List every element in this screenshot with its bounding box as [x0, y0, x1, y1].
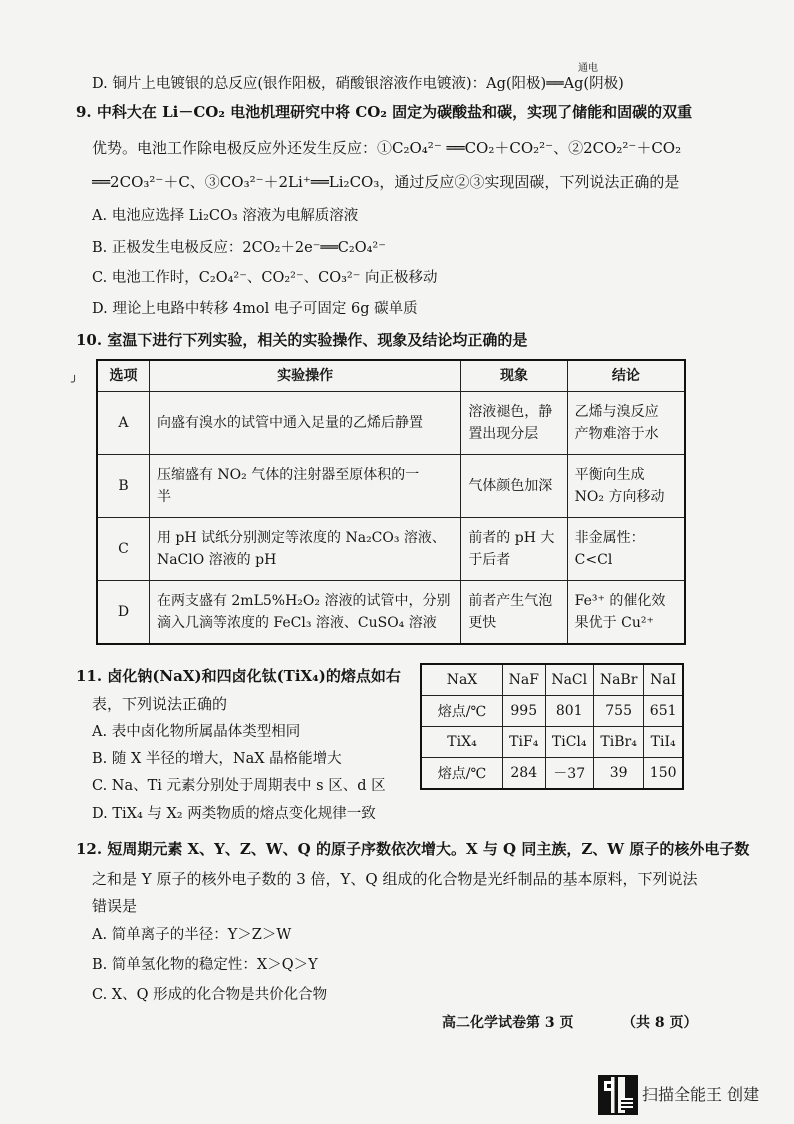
- q11-option-d: D. TiX₄ 与 X₂ 两类物质的熔点变化规律一致: [92, 806, 376, 822]
- ticl4-melting-point: －37: [545, 758, 593, 790]
- q9-stem-line1: 9. 中科大在 Li－CO₂ 电池机理研究中将 CO₂ 固定为碳酸盐和碳，实现了储能和固碳的双重: [76, 103, 693, 121]
- row-a-conclusion: 乙烯与溴反应 产物难溶于水: [567, 392, 685, 455]
- header-phenomenon: 现象: [461, 360, 567, 392]
- tii4-cell: TiI₄: [644, 727, 683, 758]
- row-a-option: A: [97, 392, 149, 455]
- q9-option-a: A. 电池应选择 Li₂CO₃ 溶液为电解质溶液: [92, 208, 359, 224]
- q11-option-c: C. Na、Ti 元素分别处于周期表中 s 区、d 区: [92, 778, 386, 794]
- melting-point-label: 熔点/℃: [421, 696, 503, 727]
- row-a-operation: 向盛有溴水的试管中通入足量的乙烯后静置: [149, 392, 460, 455]
- header-option: 选项: [97, 360, 149, 392]
- table-row: [421, 727, 683, 758]
- table-row: [97, 581, 685, 644]
- ticl4-cell: TiCl₄: [545, 727, 593, 758]
- q11-stem-line1: 11. 卤化钠(NaX)和四卤化钛(TiX₄)的熔点如右: [76, 667, 401, 685]
- nai-melting-point: 651: [644, 696, 683, 727]
- tibr4-cell: TiBr₄: [593, 727, 643, 758]
- experiment-table: [96, 359, 686, 645]
- naf-melting-point: 995: [503, 696, 546, 727]
- q12-option-b: B. 简单氢化物的稳定性：X＞Q＞Y: [92, 957, 318, 973]
- row-c-operation: 用 pH 试纸分别测定等浓度的 Na₂CO₃ 溶液、 NaClO 溶液的 pH: [149, 518, 460, 581]
- nacl-cell: NaCl: [545, 664, 593, 696]
- q11-stem-line2: 表，下列说法正确的: [92, 695, 228, 713]
- nabr-melting-point: 755: [593, 696, 643, 727]
- nax-label: NaX: [421, 664, 503, 696]
- total-pages: （共 8 页）: [622, 1015, 698, 1031]
- tif4-cell: TiF₄: [503, 727, 546, 758]
- row-d-operation: 在两支盛有 2mL5%H₂O₂ 溶液的试管中，分别 滴入几滴等浓度的 FeCl₃ 溶液、CuSO₄ 溶液: [149, 581, 460, 644]
- tif4-melting-point: 284: [503, 758, 546, 790]
- melting-point-table: [420, 663, 684, 790]
- q12-option-a: A. 简单离子的半径：Y＞Z＞W: [92, 927, 292, 943]
- q9-stem-line3: ══2CO₃²⁻＋C、③CO₃²⁻＋2Li⁺══Li₂CO₃，通过反应②③实现固碳，下列说法正确的是: [92, 173, 680, 191]
- q10-stem: 10. 室温下进行下列实验，相关的实验操作、现象及结论均正确的是: [76, 331, 528, 349]
- row-b-phenomenon: 气体颜色加深: [461, 455, 567, 518]
- nabr-cell: NaBr: [593, 664, 643, 696]
- tibr4-melting-point: 39: [593, 758, 643, 790]
- row-b-option: B: [97, 455, 149, 518]
- electrolysis-condition: 通电: [578, 63, 598, 74]
- table-row: [97, 392, 685, 455]
- row-c-option: C: [97, 518, 149, 581]
- table-row: [421, 696, 683, 727]
- row-d-option: D: [97, 581, 149, 644]
- q12-stem-line1: 12. 短周期元素 X、Y、Z、W、Q 的原子序数依次增大。X 与 Q 同主族，Z、W 原子的核外电子数: [76, 840, 750, 858]
- header-conclusion: 结论: [567, 360, 685, 392]
- naf-cell: NaF: [503, 664, 546, 696]
- q9-option-c: C. 电池工作时，C₂O₄²⁻、CO₂²⁻、CO₃²⁻ 向正极移动: [92, 270, 438, 286]
- table-row: [421, 664, 683, 696]
- nacl-melting-point: 801: [545, 696, 593, 727]
- q12-stem-line3: 错误是: [92, 897, 138, 915]
- table-row: [421, 758, 683, 790]
- scanner-brand-text: 扫描全能王 创建: [642, 1085, 760, 1104]
- tii4-melting-point: 150: [644, 758, 683, 790]
- table-header-row: [97, 360, 685, 392]
- q11-option-a: A. 表中卤化物所属晶体类型相同: [92, 724, 301, 740]
- row-c-conclusion: 非金属性： C<Cl: [567, 518, 685, 581]
- row-c-phenomenon: 前者的 pH 大 于后者: [461, 518, 567, 581]
- row-b-conclusion: 平衡向生成 NO₂ 方向移动: [567, 455, 685, 518]
- melting-point-label: 熔点/℃: [421, 758, 503, 790]
- row-a-phenomenon: 溶液褪色，静 置出现分层: [461, 392, 567, 455]
- row-d-conclusion: Fe³⁺ 的催化效 果优于 Cu²⁺: [567, 581, 685, 644]
- q11-option-b: B. 随 X 半径的增大，NaX 晶格能增大: [92, 751, 342, 767]
- q9-stem-line2: 优势。电池工作除电极反应外还发生反应：①C₂O₄²⁻ ══CO₂＋CO₂²⁻、②2CO₂²⁻＋CO₂: [92, 139, 682, 157]
- header-operation: 实验操作: [149, 360, 460, 392]
- q9-option-b: B. 正极发生电极反应：2CO₂＋2e⁻══C₂O₄²⁻: [92, 240, 386, 256]
- table-row: [97, 518, 685, 581]
- nai-cell: NaI: [644, 664, 683, 696]
- row-d-phenomenon: 前者产生气泡 更快: [461, 581, 567, 644]
- tix4-label: TiX₄: [421, 727, 503, 758]
- q8-option-d: D. 铜片上电镀银的总反应(银作阳极，硝酸银溶液作电镀液)：Ag(阳极)══Ag(阴极): [92, 76, 624, 92]
- row-b-operation: 压缩盛有 NO₂ 气体的注射器至原体积的一 半: [149, 455, 460, 518]
- margin-mark: ╯: [71, 375, 79, 389]
- qr-code-icon: [598, 1075, 638, 1115]
- q9-option-d: D. 理论上电路中转移 4mol 电子可固定 6g 碳单质: [92, 301, 418, 317]
- page-number: 高二化学试卷第 3 页: [442, 1015, 574, 1031]
- table-row: [97, 455, 685, 518]
- q12-option-c: C. X、Q 形成的化合物是共价化合物: [92, 987, 328, 1003]
- q12-stem-line2: 之和是 Y 原子的核外电子数的 3 倍，Y、Q 组成的化合物是光纤制品的基本原料，下列说法: [92, 870, 698, 888]
